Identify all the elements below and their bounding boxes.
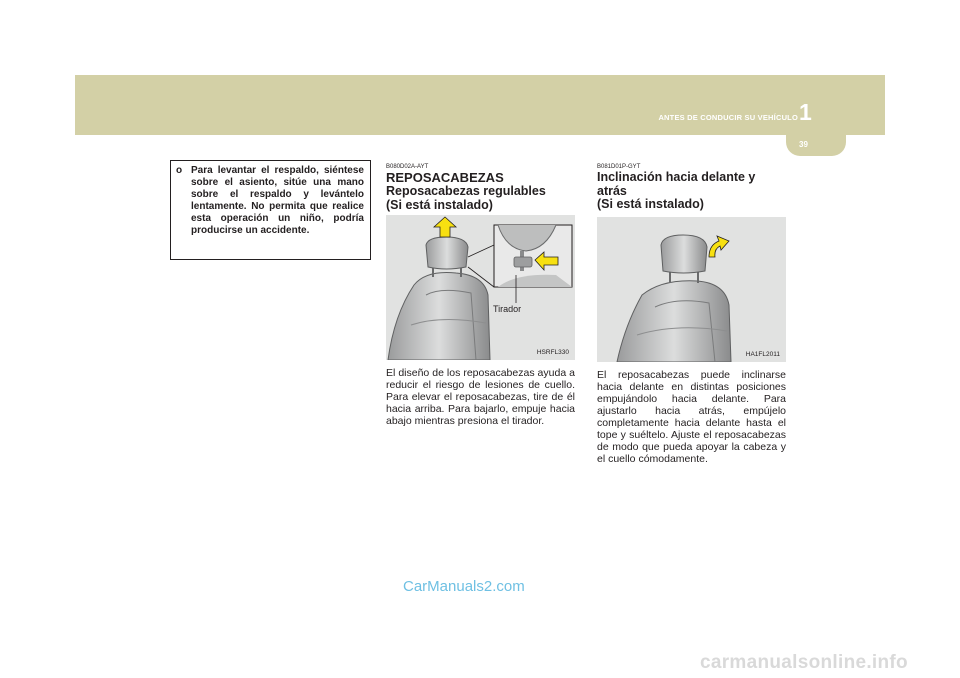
seat-illustration — [597, 217, 786, 362]
seat-illustration — [386, 215, 575, 360]
headrest-height-figure — [386, 215, 575, 360]
section-body: El diseño de los reposacabezas ayuda a reducir el riesgo de lesiones de cuello. Para elevar el reposacabezas, tire de él hacia arriba. Para bajarlo, empuje hacia abajo mientras presiona el tirador. — [386, 367, 575, 427]
warning-box — [170, 160, 371, 260]
section-subtitle: Reposacabezas regulables — [386, 184, 546, 198]
warning-text: Para levantar el respaldo, siéntese sobre el asiento, sitúe una mano sobre el respaldo y levántelo lentamente. No permita que realice esta operación un niño, podría producirse un accidente. — [191, 165, 364, 236]
tilt-arrow-icon — [709, 236, 729, 257]
chapter-number: 1 — [799, 99, 812, 125]
section-body: El reposacabezas puede inclinarse hacia delante en distintas posiciones empujándolo hacia delante. Para ajustarlo hacia atrás, empújelo completamente hacia delante hasta el tope y suéltelo. Ajuste el reposacabezas de modo que pueda apoyar la cabeza y el cuello cómodamente. — [597, 368, 786, 465]
figure-label-pull-tab: Tirador — [493, 304, 522, 314]
warning-bullet: o — [176, 165, 183, 176]
figure-code: HSRFL330 — [536, 349, 569, 356]
section-code: B080D02A-AYT — [386, 164, 429, 170]
watermark-carmanualsonline: carmanualsonline.info — [700, 652, 908, 673]
section-code: B081D01P-GYT — [597, 164, 641, 170]
section-title: REPOSACABEZAS — [386, 170, 504, 185]
warning-item — [176, 165, 364, 236]
headrest — [426, 237, 468, 269]
section-title-note: (Si está instalado) — [597, 197, 704, 211]
watermark-carmanuals2: CarManuals2.com — [403, 578, 525, 595]
page-number: 39 — [799, 140, 808, 149]
up-arrow-icon — [434, 217, 456, 237]
headrest-tilt-figure — [597, 217, 786, 362]
figure-code: HA1FL2011 — [745, 350, 780, 358]
section-subtitle-note: (Si está instalado) — [386, 197, 493, 212]
adjustable-headrest-section — [386, 163, 575, 427]
headrest — [661, 235, 707, 273]
section-title: ANTES DE CONDUCIR SU VEHÍCULO — [658, 113, 798, 122]
header-band — [75, 75, 885, 135]
section-title: Inclinación hacia delante y atrás — [597, 170, 756, 198]
tilt-headrest-section — [597, 163, 786, 465]
